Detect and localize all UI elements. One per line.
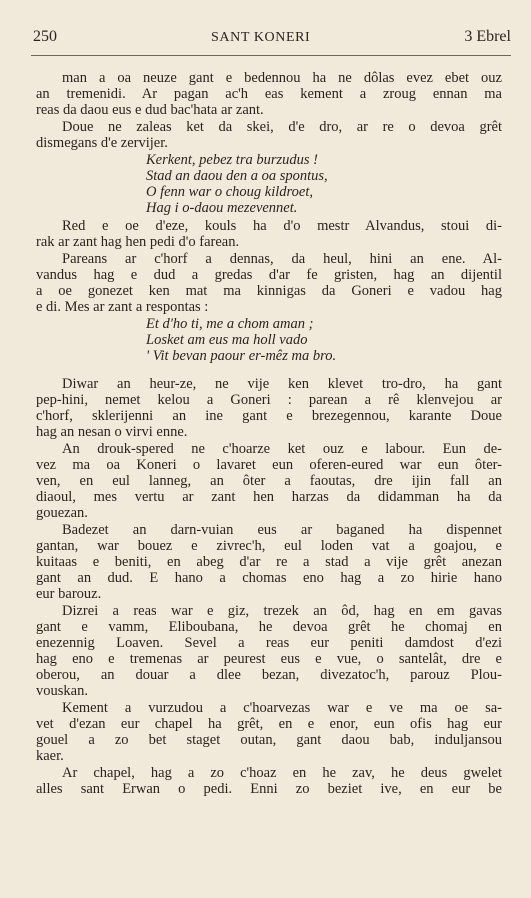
text-line: Doue ne zaleas ket da skei, d'e dro, ar re o devoa grêt [62,119,502,135]
verse-line: Losket am eus ma holl vado [146,332,308,348]
text-line: An drouk-spered ne c'hoarze ket ouz e labour. Eun de- [62,441,502,457]
paragraph [36,376,502,440]
text-line: gant an dud. E hano a chomas eno hag a zo hirie hano [36,570,502,586]
verse-line: ' Vit bevan paour er-mêz ma bro. [146,348,337,364]
text-line: ven, en eul lanneg, an ôter a faoutas, dre ijin fall an [36,473,502,489]
text-line: an tremenidi. Ar pagan ac'h eas kement a zroug ennan ma [36,86,502,102]
text-line: oberou, an douar a dlee bezan, divezatoc'h, parouz Plou- [36,667,502,683]
text-line: hag an nesan o virvi enne. [36,424,188,440]
verse-stanza [146,316,502,364]
paragraph [36,522,502,602]
text-line: alles sant Erwan o pedi. Enni zo beziet ive, en eur be [36,781,502,797]
text-line: rak ar zant hag hen pedi d'o farean. [36,234,240,250]
paragraph [36,70,502,118]
verse-stanza [146,152,502,216]
page-body [36,70,502,798]
text-line: gouezan. [36,505,88,521]
verse-line: Et d'ho ti, me a chom aman ; [146,316,314,332]
text-line: Kement a vurzudou a c'hoarvezas war e ve ma oe sa- [62,700,502,716]
text-line: gantan, war bouez e zivrec'h, eul loden vat a goajou, e [36,538,502,554]
text-line: eur barouz. [36,586,102,602]
text-line: Red e oe d'eze, kouls ha d'o mestr Alvandus, stoui di- [62,218,502,234]
page-number: 250 [33,28,57,45]
verse-line: O fenn war o choug kildroet, [146,184,313,200]
text-line: kaer. [36,748,64,764]
paragraph [36,119,502,151]
paragraph [36,441,502,521]
text-line: man a oa neuze gant e bedennou ha ne dôlas evez ebet ouz [62,70,502,86]
text-line: vouskan. [36,683,88,699]
text-line: Ar chapel, hag a zo c'hoaz en he zav, he deus gwelet [62,765,502,781]
text-line: gant e vamm, Eliboubana, he devoa grêt he chomaj en [36,619,502,635]
paragraph [36,765,502,797]
header-date: 3 Ebrel [464,28,511,45]
text-line: e di. Mes ar zant a respontas : [36,299,209,315]
text-line: gouel a zo bet staget outan, gant daou bab, induljansou [36,732,502,748]
text-line: vet d'ezan eur chapel ha grêt, en e enor, eun ofis hag eur [36,716,502,732]
text-line: dismegans d'e zervijer. [36,135,168,151]
verse-line: Hag i o-daou mezevennet. [146,200,298,216]
verse-line: Kerkent, pebez tra burzudus ! [146,152,318,168]
section-gap [36,366,502,376]
paragraph [36,700,502,764]
running-header [33,28,511,52]
verse-line: Stad an daou den a oa spontus, [146,168,328,184]
header-rule [31,55,511,56]
text-line: a oe gonezet ken mat ma kinnigas da Goneri e vadou hag [36,283,502,299]
text-line: hag eno e tremenas ar peurest eus e vue, o santelât, dre e [36,651,502,667]
running-title: SANT KONERI [211,30,311,45]
text-line: pep-hini, nemet kelou a Goneri : parean a rê klenvejou ar [36,392,502,408]
text-line: Pareans ar c'horf a dennas, da heul, hini an ene. Al- [62,251,502,267]
text-line: vez ma oa Koneri o lavaret eun oferen-eured war eun ôter- [36,457,502,473]
text-line: Dizrei a reas war e giz, trezek an ôd, hag en em gavas [62,603,502,619]
paragraph [36,218,502,250]
text-line: Diwar an heur-ze, ne vije ken klevet tro-dro, ha gant [62,376,502,392]
text-line: diaoul, mes vertu ar zant hen harzas da didamman ha da [36,489,502,505]
text-line: vandus hag e dud a gredas d'ar fe gristen, hag an dijentil [36,267,502,283]
text-line: Badezet an darn-vuian eus ar baganed ha dispennet [62,522,502,538]
text-line: c'horf, sklerijenni an ine gant e brezegennou, karante Doue [36,408,502,424]
paragraph [36,251,502,315]
text-line: reas da daou eus e dud bac'hata ar zant. [36,102,264,118]
paragraph [36,603,502,699]
text-line: enezennig Loaven. Sevel a reas eur peniti damdost d'ezi [36,635,502,651]
text-line: kuitaas e beniti, en abeg d'ar re a stad a vije grêt anezan [36,554,502,570]
